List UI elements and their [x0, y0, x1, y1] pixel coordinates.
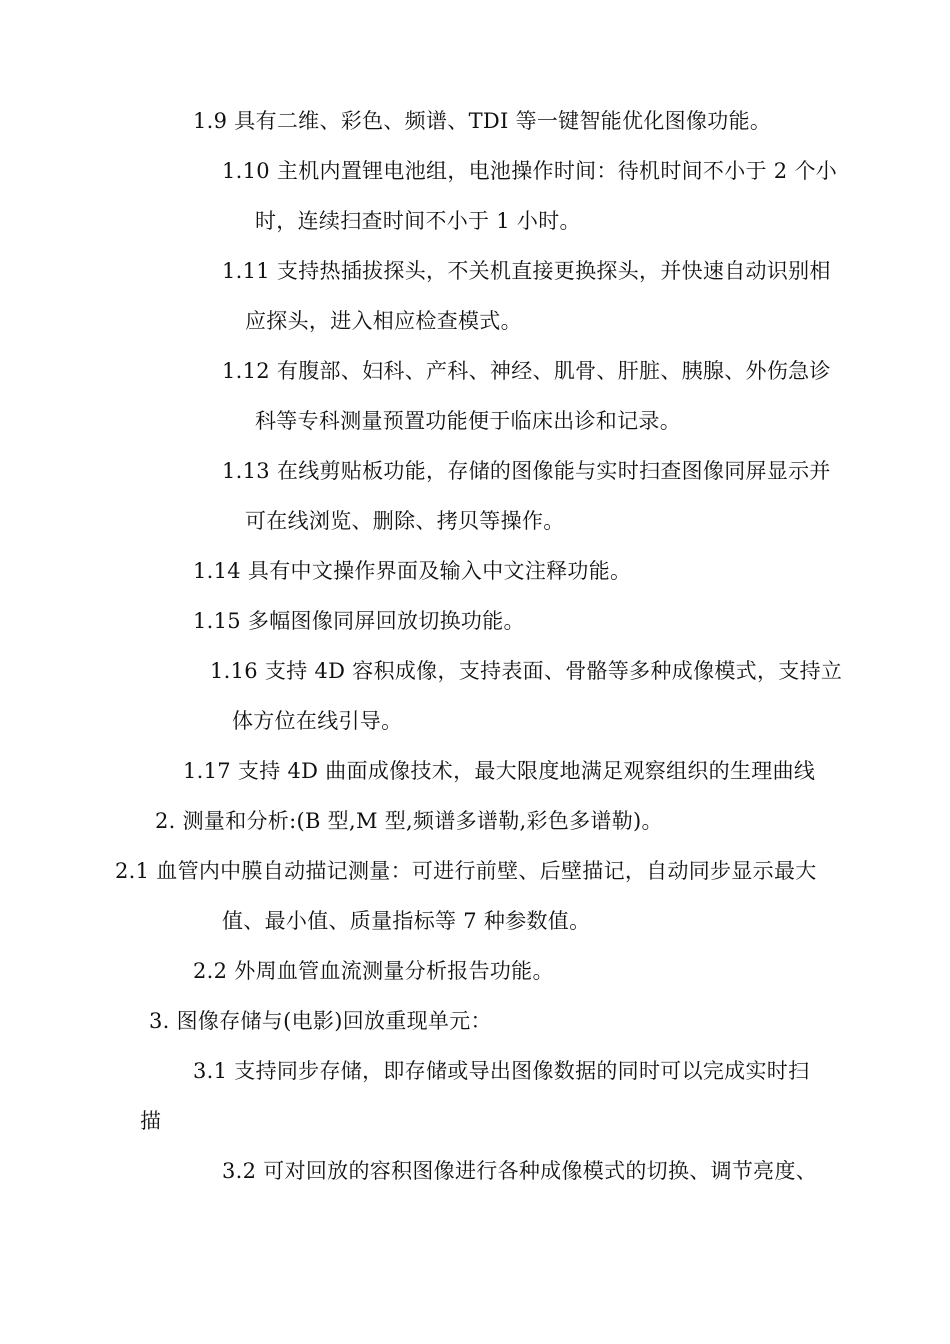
text-line-3-1-cont: 描 [140, 1109, 162, 1133]
text-line-2-1-cont: 值、最小值、质量指标等 7 种参数值。 [222, 909, 591, 933]
text-line-2: 2. 测量和分析:(B 型,M 型,频谱多谱勒,彩色多谱勒)。 [155, 809, 663, 833]
text-line-1-17: 1.17 支持 4D 曲面成像技术，最大限度地满足观察组织的生理曲线 [183, 759, 816, 783]
text-line-1-13: 1.13 在线剪贴板功能，存储的图像能与实时扫查图像同屏显示并 [222, 459, 831, 483]
text-line-2-2: 2.2 外周血管血流测量分析报告功能。 [193, 959, 554, 983]
text-line-3: 3. 图像存储与(电影)回放重现单元： [149, 1009, 492, 1033]
text-line-2-1: 2.1 血管内中膜自动描记测量：可进行前壁、后壁描记，自动同步显示最大 [115, 859, 817, 883]
text-line-1-10: 1.10 主机内置锂电池组，电池操作时间：待机时间不小于 2 个小 [222, 159, 838, 183]
text-line-1-12: 1.12 有腹部、妇科、产科、神经、肌骨、肝脏、胰腺、外伤急诊 [222, 359, 831, 383]
text-line-1-11-cont: 应探头，进入相应检查模式。 [245, 309, 522, 333]
text-line-1-16-cont: 体方位在线引导。 [232, 709, 403, 733]
text-line-1-14: 1.14 具有中文操作界面及输入中文注释功能。 [193, 559, 632, 583]
text-line-1-11: 1.11 支持热插拔探头，不关机直接更换探头，并快速自动识别相 [222, 259, 831, 283]
text-line-1-13-cont: 可在线浏览、删除、拷贝等操作。 [245, 509, 565, 533]
text-line-1-10-cont: 时，连续扫查时间不小于 1 小时。 [255, 209, 581, 233]
text-line-3-2: 3.2 可对回放的容积图像进行各种成像模式的切换、调节亮度、 [222, 1159, 818, 1183]
text-line-1-16: 1.16 支持 4D 容积成像，支持表面、骨骼等多种成像模式，支持立 [210, 659, 843, 683]
text-line-1-12-cont: 科等专科测量预置功能便于临床出诊和记录。 [255, 409, 681, 433]
text-line-1-9: 1.9 具有二维、彩色、频谱、TDI 等一键智能优化图像功能。 [193, 109, 772, 133]
text-line-3-1: 3.1 支持同步存储，即存储或导出图像数据的同时可以完成实时扫 [193, 1059, 810, 1083]
text-line-1-15: 1.15 多幅图像同屏回放切换功能。 [193, 609, 525, 633]
